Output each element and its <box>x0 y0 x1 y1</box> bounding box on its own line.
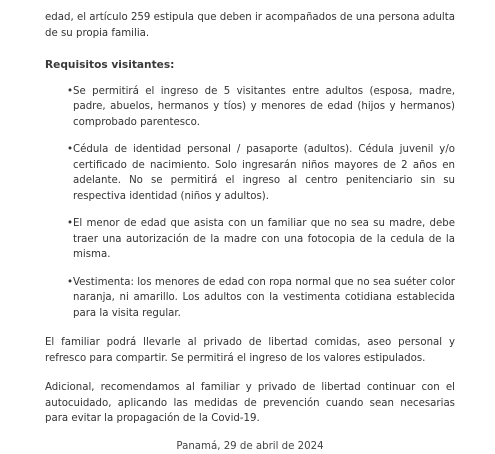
list-item <box>67 84 455 131</box>
bullet-icon: • <box>67 216 73 232</box>
body-paragraph: Adicional, recomendamos al familiar y privado de libertad continuar con el autocuidado, aplicando las medidas de prevención cuando sean necesarias para evitar la propagación de la Covid-19. <box>45 380 455 427</box>
requirement-text: Se permitirá el ingreso de 5 visitantes entre adultos (esposa, madre, padre, abuelos, hermanos y tíos) y menores de edad (hijos y hermanos) comprobado parentesco. <box>73 86 455 128</box>
requirement-text: El menor de edad que asista con un familiar que no sea su madre, debe traer una autorización de la madre con una fotocopia de la cedula de la misma. <box>73 218 455 260</box>
closing-date: Panamá, 29 de abril de 2024 <box>45 439 455 454</box>
document-page <box>45 10 455 454</box>
list-item <box>67 275 455 322</box>
list-item <box>67 142 455 204</box>
requirement-text: Cédula de identidad personal / pasaporte (adultos). Cédula juvenil y/o certificado de nacimiento. Solo ingresarán niños mayores de 2 años en adelante. No se permitirá el ingreso al centro penitenciario sin su respectiva identidad (niños y adultos). <box>73 144 455 202</box>
bullet-icon: • <box>67 84 73 100</box>
requirement-text: Vestimenta: los menores de edad con ropa normal que no sea suéter color naranja, ni amarillo. Los adultos con la vestimenta cotidiana establecida para la visita regular. <box>73 277 455 319</box>
bullet-icon: • <box>67 142 73 158</box>
body-paragraph: El familiar podrá llevarle al privado de libertad comidas, aseo personal y refresco para compartir. Se permitirá el ingreso de los valores estipulados. <box>45 335 455 366</box>
list-item <box>67 216 455 263</box>
section-heading: Requisitos visitantes: <box>45 58 455 74</box>
requirements-list <box>45 84 455 322</box>
bullet-icon: • <box>67 275 73 291</box>
intro-paragraph: edad, el artículo 259 estipula que deben ir acompañados de una persona adulta de su propia familia. <box>45 10 455 41</box>
